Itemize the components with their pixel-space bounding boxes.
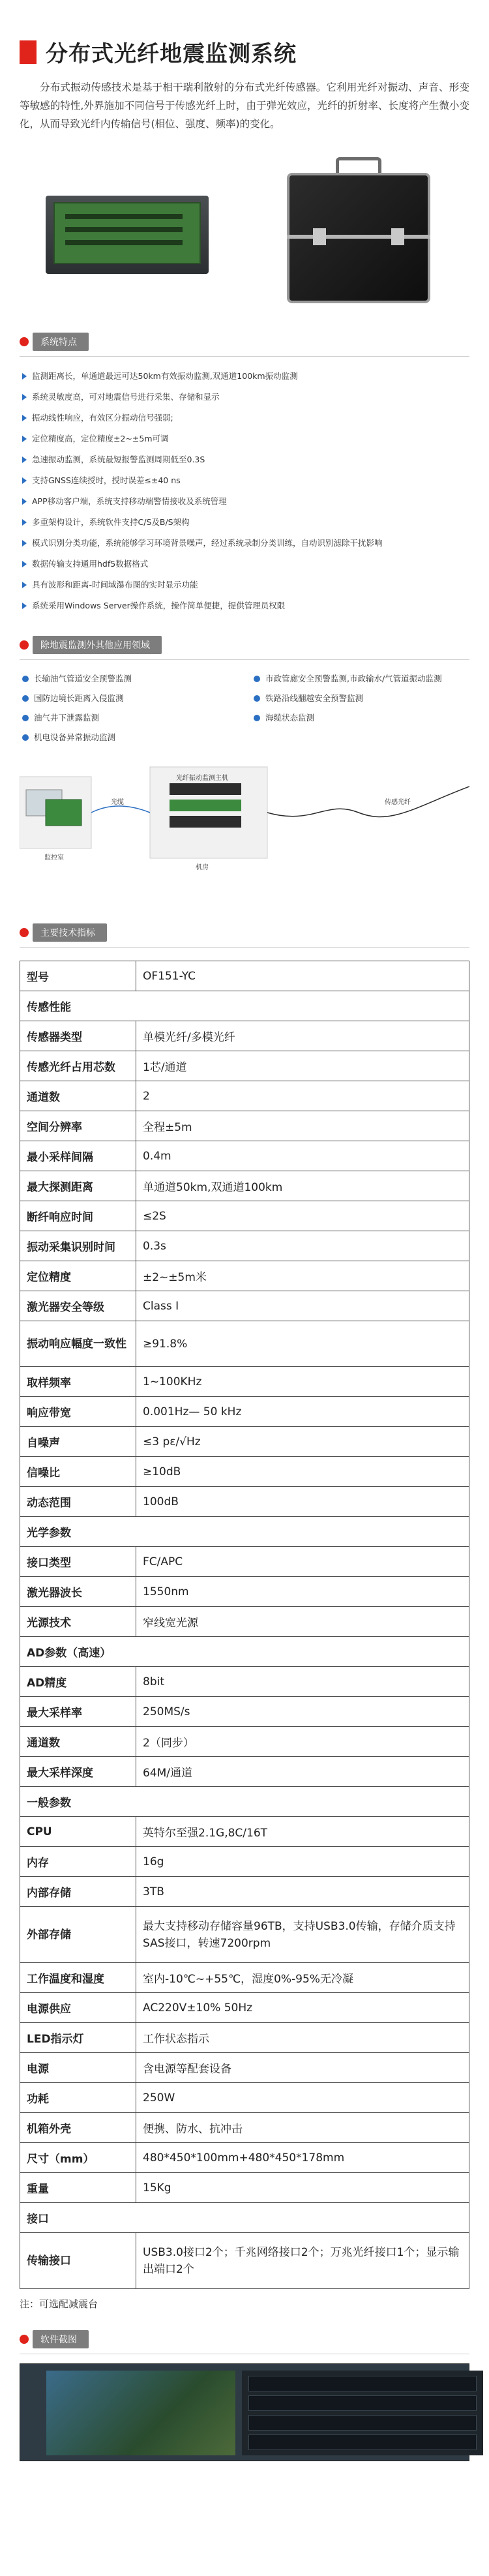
spec-key: 功耗 xyxy=(20,2083,136,2113)
spec-value: 2 xyxy=(136,1081,469,1111)
spec-row xyxy=(20,1993,469,2023)
spec-row xyxy=(20,1457,469,1487)
spec-row xyxy=(20,1261,469,1291)
spec-key: 工作温度和湿度 xyxy=(20,1963,136,1993)
spec-row xyxy=(20,1727,469,1757)
spec-key: 内存 xyxy=(20,1847,136,1877)
spec-value: 0.3s xyxy=(136,1231,469,1261)
spec-row xyxy=(20,1847,469,1877)
feature-text: 系统灵敏度高，可对地震信号进行采集、存储和显示 xyxy=(32,392,220,402)
application-icon xyxy=(254,676,260,682)
spec-key: LED指示灯 xyxy=(20,2023,136,2053)
application-text: 油气井下泄露监测 xyxy=(34,713,100,723)
spec-row xyxy=(20,2203,469,2233)
feature-text: 具有波形和距离-时间域瀑布图的实时显示功能 xyxy=(32,580,198,590)
spec-value: 250W xyxy=(136,2083,469,2113)
triangle-bullet-icon xyxy=(22,394,27,400)
title-accent-bar xyxy=(20,40,37,64)
spec-value: ≤2S xyxy=(136,1201,469,1231)
spec-value: 100dB xyxy=(136,1487,469,1517)
spec-key: 最大探测距离 xyxy=(20,1171,136,1201)
spec-value: 单模光纤/多模光纤 xyxy=(136,1021,469,1051)
title-row xyxy=(20,0,469,68)
spec-key: 尺寸（mm） xyxy=(20,2143,136,2173)
spec-value: OF151-YC xyxy=(136,961,469,991)
application-icon xyxy=(22,695,29,702)
divider xyxy=(20,356,469,357)
spec-value: 1550nm xyxy=(136,1577,469,1607)
spec-row xyxy=(20,1427,469,1457)
spec-row xyxy=(20,1757,469,1787)
spec-value: 工作状态指示 xyxy=(136,2023,469,2053)
spec-value: 250MS/s xyxy=(136,1697,469,1727)
host-label: 光纤振动监测主机 xyxy=(176,775,228,782)
spec-value: 窄线宽光源 xyxy=(136,1607,469,1637)
spec-key: 接口类型 xyxy=(20,1547,136,1577)
dot-icon xyxy=(20,640,29,650)
application-item xyxy=(20,669,238,689)
divider xyxy=(20,659,469,660)
application-text: 机电设备异常振动监测 xyxy=(34,732,116,742)
product-images xyxy=(20,150,469,313)
spec-row xyxy=(20,1907,469,1963)
screenshot-waveform-trace xyxy=(248,2395,477,2411)
spec-key: 最大采样深度 xyxy=(20,1757,136,1787)
spec-row xyxy=(20,1021,469,1051)
spec-group-label: 接口 xyxy=(20,2203,469,2233)
spec-row xyxy=(20,1667,469,1697)
triangle-bullet-icon xyxy=(22,603,27,609)
application-item xyxy=(20,708,238,728)
spec-key: 响应带宽 xyxy=(20,1397,136,1427)
feature-text: 监测距离长，单通道最远可达50km有效振动监测,双通道100km振动监测 xyxy=(32,371,298,381)
spec-row xyxy=(20,1081,469,1111)
applications-heading xyxy=(20,636,469,654)
dot-icon xyxy=(20,337,29,346)
feature-item xyxy=(20,470,469,491)
triangle-bullet-icon xyxy=(22,457,27,463)
spec-key: 电源 xyxy=(20,2053,136,2083)
spec-key: 激光器波长 xyxy=(20,1577,136,1607)
monitor-room-label: 监控室 xyxy=(44,854,64,861)
applications-list xyxy=(20,669,469,747)
spec-value: 便携、防水、抗冲击 xyxy=(136,2113,469,2143)
spec-value: 1~100KHz xyxy=(136,1367,469,1397)
spec-row xyxy=(20,991,469,1021)
feature-item xyxy=(20,595,469,616)
spec-value: AC220V±10% 50Hz xyxy=(136,1993,469,2023)
spec-row xyxy=(20,1963,469,1993)
spec-group-label: 一般参数 xyxy=(20,1787,469,1817)
spec-row xyxy=(20,1517,469,1547)
screenshot-waveform-trace xyxy=(248,2415,477,2431)
spec-value: 英特尔至强2.1G,8C/16T xyxy=(136,1817,469,1847)
feature-text: 振动线性响应，有效区分振动信号强弱; xyxy=(32,413,173,423)
application-text: 铁路沿线翻越安全预警监测 xyxy=(265,693,364,703)
spec-key: 空间分辨率 xyxy=(20,1111,136,1141)
screenshot-waveform-trace xyxy=(248,2376,477,2391)
application-text: 长输油气管道安全预警监测 xyxy=(34,674,132,683)
spec-key: 机箱外壳 xyxy=(20,2113,136,2143)
spec-key: 重量 xyxy=(20,2173,136,2203)
spec-row xyxy=(20,1577,469,1607)
spec-row xyxy=(20,2023,469,2053)
spec-row xyxy=(20,1607,469,1637)
spec-row xyxy=(20,1291,469,1321)
spec-value: 64M/通道 xyxy=(136,1757,469,1787)
application-item xyxy=(251,689,469,708)
spec-key: 自噪声 xyxy=(20,1427,136,1457)
feature-text: 急速振动监测，系统最短报警监测周期低至0.3S xyxy=(32,455,205,464)
spec-key: 信噪比 xyxy=(20,1457,136,1487)
spec-row xyxy=(20,1787,469,1817)
feature-item xyxy=(20,512,469,533)
feature-text: 模式识别分类功能，系统能够学习环境背景噪声，经过系统录制分类训练，自动识别滤除干扰影响 xyxy=(32,538,383,548)
deployment-diagram-lines xyxy=(20,760,469,904)
spec-key: 取样频率 xyxy=(20,1367,136,1397)
spec-group-label: 传感性能 xyxy=(20,991,469,1021)
spec-key: 振动采集识别时间 xyxy=(20,1231,136,1261)
dot-icon xyxy=(20,928,29,937)
spec-value: 单通道50km,双通道100km xyxy=(136,1171,469,1201)
divider xyxy=(20,947,469,948)
deployment-diagram xyxy=(20,760,469,904)
spec-value: 16g xyxy=(136,1847,469,1877)
application-icon xyxy=(254,695,260,702)
spec-value: 1芯/通道 xyxy=(136,1051,469,1081)
feature-item xyxy=(20,387,469,408)
software-screenshot xyxy=(20,2363,469,2461)
spec-group-label: 光学参数 xyxy=(20,1517,469,1547)
spec-value: 2（同步） xyxy=(136,1727,469,1757)
spec-row xyxy=(20,1231,469,1261)
feature-item xyxy=(20,449,469,470)
feature-text: 定位精度高，定位精度±2~±5m可调 xyxy=(32,434,169,443)
spec-key: 激光器安全等级 xyxy=(20,1291,136,1321)
spec-key: 振动响应幅度一致性 xyxy=(20,1321,136,1367)
spec-value: 含电源等配套设备 xyxy=(136,2053,469,2083)
screenshot-heading xyxy=(20,2330,469,2348)
triangle-bullet-icon xyxy=(22,519,27,526)
spec-table xyxy=(20,961,469,2289)
spec-value: 480*450*100mm+480*450*178mm xyxy=(136,2143,469,2173)
spec-key: AD精度 xyxy=(20,1667,136,1697)
specs-heading xyxy=(20,923,469,942)
spec-key: 电源供应 xyxy=(20,1993,136,2023)
spec-value: 室内-10℃~+55℃，湿度0%-95%无冷凝 xyxy=(136,1963,469,1993)
screenshot-map-view xyxy=(46,2371,235,2455)
spec-row xyxy=(20,2173,469,2203)
spec-value: ±2~±5m米 xyxy=(136,1261,469,1291)
spec-row xyxy=(20,2053,469,2083)
spec-value: ≥91.8% xyxy=(136,1321,469,1367)
spec-row xyxy=(20,1637,469,1667)
spec-value: USB3.0接口2个；千兆网络接口2个；万兆光纤接口1个；显示输出端口2个 xyxy=(136,2233,469,2289)
spec-value: 15Kg xyxy=(136,2173,469,2203)
feature-item xyxy=(20,428,469,449)
spec-row xyxy=(20,2113,469,2143)
spec-row xyxy=(20,1817,469,1847)
application-icon xyxy=(22,734,29,741)
spec-key: 通道数 xyxy=(20,1081,136,1111)
spec-key: 传输接口 xyxy=(20,2233,136,2289)
spec-key: 断纤响应时间 xyxy=(20,1201,136,1231)
spec-key: 定位精度 xyxy=(20,1261,136,1291)
triangle-bullet-icon xyxy=(22,561,27,567)
feature-item xyxy=(20,408,469,428)
feature-text: 系统采用Windows Server操作系统，操作简单便捷，提供管理员权限 xyxy=(32,601,286,610)
feature-text: 支持GNSS连续授时，授时误差≤±40 ns xyxy=(32,475,181,485)
spec-key: 外部存储 xyxy=(20,1907,136,1963)
spec-key: 最大采样率 xyxy=(20,1697,136,1727)
application-item xyxy=(20,689,238,708)
application-item xyxy=(20,728,238,747)
application-icon xyxy=(22,676,29,682)
spec-key: 最小采样间隔 xyxy=(20,1141,136,1171)
triangle-bullet-icon xyxy=(22,415,27,421)
spec-row xyxy=(20,1697,469,1727)
dot-icon xyxy=(20,2335,29,2344)
spec-row xyxy=(20,2143,469,2173)
triangle-bullet-icon xyxy=(22,436,27,442)
equipment-room-label: 机房 xyxy=(196,864,209,871)
spec-key: CPU xyxy=(20,1817,136,1847)
spec-value: 0.4m xyxy=(136,1141,469,1171)
application-icon xyxy=(22,715,29,721)
triangle-bullet-icon xyxy=(22,582,27,588)
applications-heading-label: 除地震监测外其他应用领域 xyxy=(33,636,162,654)
rolling-case-image xyxy=(274,153,443,310)
triangle-bullet-icon xyxy=(22,540,27,547)
features-heading xyxy=(20,333,469,351)
spec-value: Class Ⅰ xyxy=(136,1291,469,1321)
application-text: 市政管廊安全预警监测,市政输水/气管道振动监测 xyxy=(265,674,442,683)
spec-row xyxy=(20,1487,469,1517)
feature-item xyxy=(20,575,469,595)
application-item xyxy=(251,708,469,728)
spec-row xyxy=(20,2083,469,2113)
spec-value: FC/APC xyxy=(136,1547,469,1577)
cable-label: 光缆 xyxy=(111,799,124,806)
spec-key: 内部存储 xyxy=(20,1877,136,1907)
triangle-bullet-icon xyxy=(22,477,27,484)
spec-note: 注：可选配减震台 xyxy=(20,2298,98,2310)
spec-row xyxy=(20,961,469,991)
feature-text: APP移动客户端，系统支持移动端警情接收及系统管理 xyxy=(32,496,227,506)
spec-row xyxy=(20,1051,469,1081)
application-text: 海缆状态监测 xyxy=(265,713,315,723)
screenshot-waveform-trace xyxy=(248,2434,477,2450)
spec-row xyxy=(20,1171,469,1201)
rack-host-image xyxy=(46,183,209,280)
spec-value: 0.001Hz— 50 kHz xyxy=(136,1397,469,1427)
feature-text: 多重架构设计，系统软件支持C/S及B/S架构 xyxy=(32,517,190,527)
specs-heading-label: 主要技术指标 xyxy=(33,923,107,942)
application-icon xyxy=(254,715,260,721)
spec-value: ≥10dB xyxy=(136,1457,469,1487)
spec-row xyxy=(20,1547,469,1577)
feature-item xyxy=(20,554,469,575)
spec-row xyxy=(20,1367,469,1397)
spec-key: 动态范围 xyxy=(20,1487,136,1517)
spec-row xyxy=(20,1321,469,1367)
spec-key: 通道数 xyxy=(20,1727,136,1757)
screenshot-heading-label: 软件截图 xyxy=(33,2330,89,2348)
spec-group-label: AD参数（高速） xyxy=(20,1637,469,1667)
spec-key: 传感光纤占用芯数 xyxy=(20,1051,136,1081)
spec-row xyxy=(20,2233,469,2289)
application-text: 国防边境长距离入侵监测 xyxy=(34,693,124,703)
spec-key: 型号 xyxy=(20,961,136,991)
spec-value: 8bit xyxy=(136,1667,469,1697)
application-item xyxy=(251,669,469,689)
spec-row xyxy=(20,1397,469,1427)
feature-text: 数据传输支持通用hdf5数据格式 xyxy=(32,559,149,569)
intro-paragraph: 分布式振动传感技术是基于相干瑞利散射的分布式光纤传感器。它利用光纤对振动、声音、形变等敏感的特性,外界施加不同信号于传感光纤上时，由于弹光效应，光纤的折射率、长度将产生微小变化，从而导致光纤内传输信号(相位、强度、频率)的变化。 xyxy=(20,82,469,130)
triangle-bullet-icon xyxy=(22,373,27,380)
spec-row xyxy=(20,1111,469,1141)
feature-item xyxy=(20,366,469,387)
fiber-label: 传感光纤 xyxy=(385,799,411,806)
spec-key: 光源技术 xyxy=(20,1607,136,1637)
triangle-bullet-icon xyxy=(22,498,27,505)
feature-item xyxy=(20,491,469,512)
spec-value: 全程±5m xyxy=(136,1111,469,1141)
spec-key: 传感器类型 xyxy=(20,1021,136,1051)
spec-value: 最大支持移动存储容量96TB，支持USB3.0传输，存储介质支持SAS接口，转速7200rpm xyxy=(136,1907,469,1963)
spec-row xyxy=(20,1141,469,1171)
features-list xyxy=(20,366,469,616)
spec-value: ≤3 pε/√Hz xyxy=(136,1427,469,1457)
spec-row xyxy=(20,1201,469,1231)
page-title: 分布式光纤地震监测系统 xyxy=(46,41,297,67)
feature-item xyxy=(20,533,469,554)
features-heading-label: 系统特点 xyxy=(33,333,89,351)
spec-value: 3TB xyxy=(136,1877,469,1907)
spec-row xyxy=(20,1877,469,1907)
